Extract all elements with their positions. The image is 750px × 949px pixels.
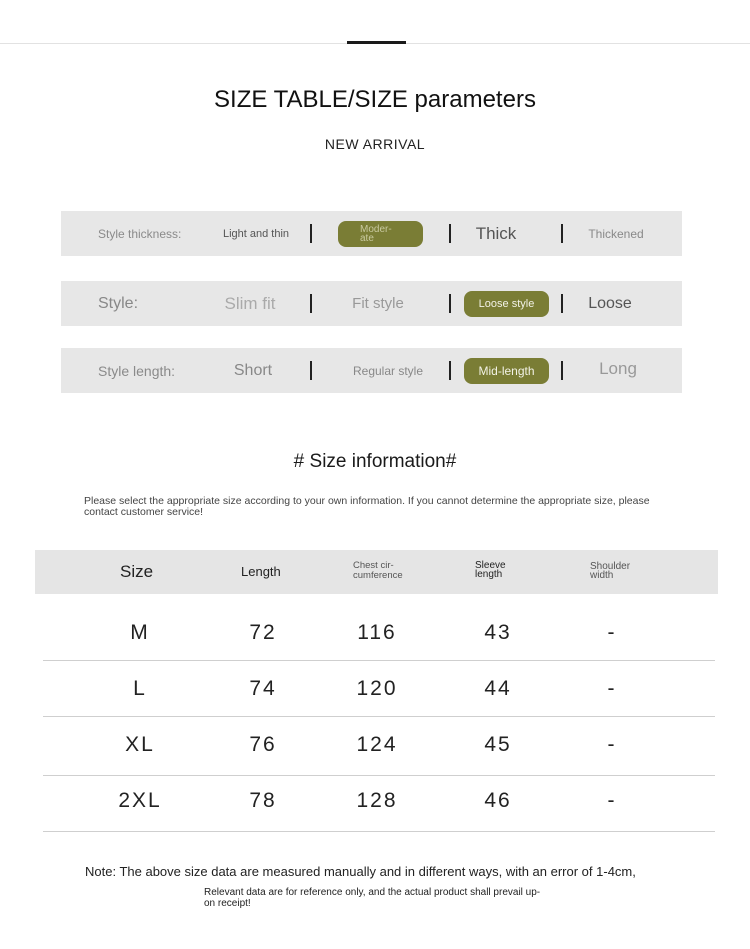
cell-chest: 128 (356, 789, 398, 812)
option-thickened[interactable]: Thickened (588, 226, 644, 241)
active-tab-indicator (347, 41, 406, 44)
cell-length: 78 (249, 789, 277, 812)
table-row (43, 773, 715, 829)
style-fit-label: Style: (98, 294, 139, 312)
separator (561, 361, 563, 380)
separator (561, 224, 563, 243)
option-regular-style[interactable]: Regular style (352, 363, 424, 378)
cell-chest: 120 (356, 677, 398, 700)
option-short[interactable]: Short (233, 361, 273, 379)
option-loose[interactable]: Loose (588, 294, 632, 312)
separator (449, 224, 451, 243)
option-mid-length-selected[interactable]: Mid-length (464, 358, 549, 384)
option-thick[interactable]: Thick (475, 223, 517, 243)
cell-size: XL (125, 733, 155, 756)
style-length-row (61, 348, 682, 393)
style-thickness-row (61, 211, 682, 256)
cell-shoulder: - (607, 677, 617, 700)
measurement-note: Note: The above size data are measured manually and in different ways, with an error of 1-4cm, (85, 864, 636, 879)
separator (449, 294, 451, 313)
table-row (43, 717, 715, 773)
style-length-label: Style length: (98, 362, 176, 379)
cell-size: M (130, 621, 150, 644)
header-length: Length (241, 564, 281, 579)
separator (310, 224, 312, 243)
option-light-and-thin[interactable]: Light and thin (222, 227, 290, 240)
cell-length: 74 (249, 677, 277, 700)
page-subtitle: NEW ARRIVAL (324, 136, 426, 152)
header-size: Size (120, 562, 154, 581)
separator (561, 294, 563, 313)
cell-chest: 124 (356, 733, 398, 756)
option-long[interactable]: Long (599, 359, 637, 378)
cell-sleeve: 43 (484, 621, 512, 644)
row-divider (43, 831, 715, 832)
cell-shoulder: - (607, 733, 617, 756)
option-slim-fit[interactable]: Slim fit (224, 293, 276, 313)
table-row (43, 605, 715, 661)
style-thickness-label: Style thickness: (98, 226, 182, 241)
cell-size: 2XL (118, 789, 162, 812)
style-fit-row (61, 281, 682, 326)
separator (310, 361, 312, 380)
cell-sleeve: 44 (484, 677, 512, 700)
size-table-header (35, 550, 718, 594)
cell-sleeve: 45 (484, 733, 512, 756)
option-fit-style[interactable]: Fit style (352, 295, 404, 312)
header-chest-circumference: Chest cir- cumference (353, 560, 403, 581)
cell-shoulder: - (607, 621, 617, 644)
reference-note: Relevant data are for reference only, and the actual product shall prevail up- on receipt! (204, 887, 541, 909)
separator (310, 294, 312, 313)
header-sleeve-length: Sleeve length (475, 560, 506, 580)
cell-size: L (133, 677, 147, 700)
cell-length: 76 (249, 733, 277, 756)
cell-shoulder: - (607, 789, 617, 812)
table-row (43, 661, 715, 717)
separator (449, 361, 451, 380)
cell-length: 72 (249, 621, 277, 644)
header-shoulder-width: Shoulder width (590, 561, 631, 581)
cell-chest: 116 (357, 621, 397, 644)
size-instructions: Please select the appropriate size according to your own information. If you cannot determine the appropriate size, please contact customer service! (84, 495, 650, 518)
page-title: SIZE TABLE/SIZE parameters (214, 86, 536, 113)
option-loose-style-selected[interactable]: Loose style (464, 291, 549, 317)
size-information-heading: # Size information# (293, 451, 457, 472)
option-moderate-selected[interactable]: Moder- ate (338, 221, 423, 247)
cell-sleeve: 46 (484, 789, 512, 812)
